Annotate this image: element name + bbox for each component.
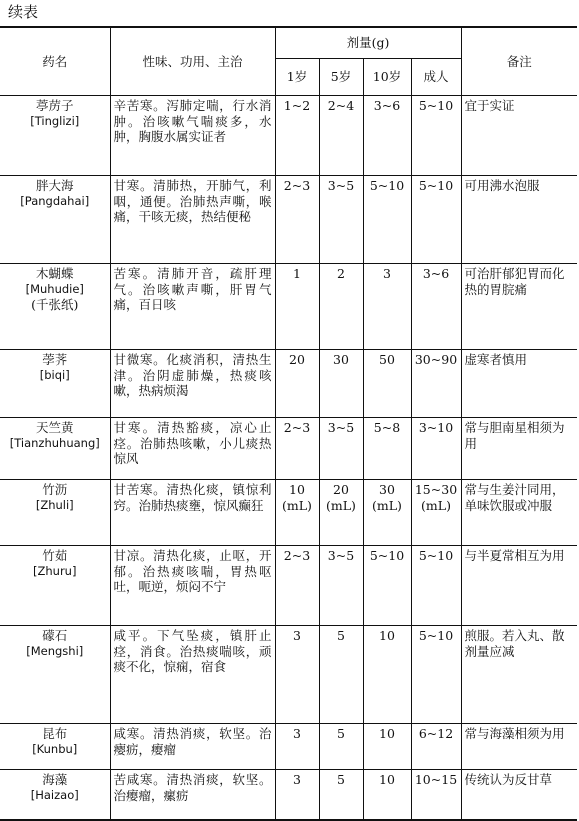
dose-cell-1 [275,96,319,176]
dose-cell-2 [319,770,363,820]
medicine-name-cell [0,96,110,176]
dose-value: 50 [379,352,395,367]
dose-value: 5~10 [418,548,454,563]
dose-value: 3 [293,726,301,741]
medicine-description: 甘微寒。化痰消积，清热生津。治阴虚肺燥，热痰咳嗽，热病烦渴 [110,350,275,418]
medicine-name: 竹茹 [42,548,68,563]
dose-cell-4 [411,176,461,264]
header-age-5: 5岁 [319,59,363,96]
dose-cell-3 [363,770,411,820]
dose-value: 20 [333,482,349,497]
table-row [0,418,577,480]
medicine-note: 宜于实证 [461,96,577,176]
medicine-name: 昆布 [42,726,68,741]
dose-cell-2 [319,96,363,176]
dose-value: 30~90 [414,352,458,367]
medicine-note: 常与胆南星相须为用 [461,418,577,480]
medicine-note: 煎服。若入丸、散剂量应减 [461,626,577,724]
dose-cell-2 [319,480,363,546]
dose-value: 5~10 [418,98,454,113]
table-row [0,480,577,546]
dose-cell-3 [363,176,411,264]
dose-value: 5 [337,726,345,741]
medicine-name-cell [0,546,110,626]
dose-cell-1 [275,418,319,480]
table-row [0,724,577,770]
medicine-name-cell [0,626,110,724]
dose-cell-1 [275,176,319,264]
medicine-description: 甘寒。清肺热，开肺气，利咽，通便。治肺热声嘶，喉痛，干咳无痰，热结便秘 [110,176,275,264]
dose-value: 10 [379,628,395,643]
medicine-note: 可用沸水泡服 [461,176,577,264]
medicine-table [0,26,577,821]
dose-value: 3 [383,266,391,281]
table-row [0,96,577,176]
medicine-pinyin: [Kunbu] [32,741,78,756]
dose-cell-4 [411,418,461,480]
medicine-pinyin: [Haizao] [30,787,79,802]
table-row [0,546,577,626]
dose-cell-2 [319,724,363,770]
dose-cell-4 [411,264,461,350]
medicine-pinyin: [Zhuru] [33,563,77,578]
dose-value: 5~10 [369,178,405,193]
header-note: 备注 [461,27,577,96]
table-header [0,27,577,96]
medicine-note: 与半夏常相互为用 [461,546,577,626]
dose-value: 2~3 [283,420,311,435]
dose-cell-4 [411,480,461,546]
medicine-name: 天竺黄 [35,420,74,435]
medicine-description: 甘寒。清热豁痰，凉心止痉。治肺热咳嗽，小儿痰热惊风 [110,418,275,480]
dose-cell-3 [363,724,411,770]
dose-cell-2 [319,546,363,626]
dose-cell-3 [363,546,411,626]
dose-cell-3 [363,626,411,724]
dose-cell-3 [363,350,411,418]
dose-value: 3 [293,628,301,643]
medicine-name: 胖大海 [35,178,74,193]
medicine-pinyin: [Pangdahai] [20,193,90,208]
dose-value: 30 [333,352,349,367]
dose-value: 3~5 [327,420,355,435]
medicine-name-cell [0,770,110,820]
medicine-description: 苦寒。清肺开音，疏肝理气。治咳嗽声嘶，肝胃气痛，百日咳 [110,264,275,350]
dose-value: 10 [379,726,395,741]
dose-cell-1 [275,546,319,626]
dose-cell-1 [275,626,319,724]
dose-cell-2 [319,418,363,480]
dose-cell-3 [363,264,411,350]
dose-cell-1 [275,724,319,770]
header-age-1: 1岁 [275,59,319,96]
dose-cell-2 [319,626,363,724]
header-age-10: 10岁 [363,59,411,96]
dose-value: 2 [337,266,345,281]
dose-value: 30 [379,482,395,497]
dose-value: 5~10 [369,548,405,563]
medicine-name: 礞石 [42,628,68,643]
table-row [0,176,577,264]
table-row [0,770,577,820]
dose-cell-2 [319,350,363,418]
medicine-name: 竹沥 [42,482,68,497]
dose-cell-2 [319,176,363,264]
medicine-description: 咸寒。清热消痰，软坚。治瘿疬，瘿瘤 [110,724,275,770]
dose-value: 2~3 [283,548,311,563]
header-nature: 性味、功用、主治 [110,27,275,96]
page-heading: 续表 [8,3,39,21]
header-name: 药名 [0,27,110,96]
dose-cell-2 [319,264,363,350]
medicine-pinyin: [Muhudie] [25,281,84,296]
medicine-note: 常与生姜汁同用，单味饮服或冲服 [461,480,577,546]
dose-value: 3 [293,772,301,787]
dose-value: 3~5 [327,548,355,563]
dose-value: 5~10 [418,628,454,643]
dose-value: 5~10 [418,178,454,193]
medicine-note: 传统认为反甘草 [461,770,577,820]
medicine-alias: (千张纸) [31,297,79,312]
dose-cell-4 [411,96,461,176]
table-row [0,350,577,418]
medicine-name: 海藻 [42,772,68,787]
dose-value: 1~2 [283,98,311,113]
medicine-name-cell [0,724,110,770]
dose-cell-4 [411,626,461,724]
medicine-description: 咸平。下气坠痰，镇肝止痉，消食。治热痰喘咳，顽痰不化，惊痫，宿食 [110,626,275,724]
dose-value: 2~3 [283,178,311,193]
medicine-name-cell [0,264,110,350]
medicine-pinyin: [Mengshi] [26,643,84,658]
medicine-description: 辛苦寒。泻肺定喘，行水消肿。治咳嗽气喘痰多，水肿，胸腹水属实证者 [110,96,275,176]
dose-unit: (mL) [326,497,356,513]
dose-unit: (mL) [372,497,402,513]
dose-value: 15~30 [414,482,458,497]
dose-value: 20 [289,352,305,367]
dose-value: 10 [289,482,305,497]
dose-cell-3 [363,418,411,480]
dose-cell-4 [411,546,461,626]
medicine-name-cell [0,176,110,264]
dose-cell-1 [275,480,319,546]
medicine-name-cell [0,418,110,480]
dose-cell-1 [275,350,319,418]
dose-value: 1 [293,266,301,281]
header-age-adult: 成人 [411,59,461,96]
medicine-description: 苦咸寒。清热消痰，软坚。治瘿瘤，瘰疬 [110,770,275,820]
medicine-note: 常与海藻相须为用 [461,724,577,770]
dose-value: 3~5 [327,178,355,193]
table-body [0,96,577,820]
dose-cell-1 [275,264,319,350]
dose-cell-4 [411,350,461,418]
dose-cell-4 [411,770,461,820]
header-dosage: 剂量(g) [275,27,461,59]
medicine-name-cell [0,480,110,546]
dose-value: 10~15 [414,772,458,787]
dose-cell-4 [411,724,461,770]
medicine-name: 木蝴蝶 [35,266,74,281]
table-row [0,264,577,350]
dose-unit: (mL) [421,497,451,513]
dose-unit: (mL) [282,497,312,513]
medicine-note: 虚寒者慎用 [461,350,577,418]
medicine-pinyin: [Tianzhuhuang] [9,435,100,450]
dose-cell-1 [275,770,319,820]
dose-value: 3~6 [373,98,401,113]
medicine-pinyin: [biqi] [39,367,70,382]
dose-value: 10 [379,772,395,787]
dose-value: 2~4 [327,98,355,113]
medicine-description: 甘凉。清热化痰，止呕，开郁。治热痰咳喘，胃热呕吐，呃逆，烦闷不宁 [110,546,275,626]
dose-cell-3 [363,96,411,176]
medicine-name: 葶苈子 [35,98,74,113]
dose-value: 5~8 [373,420,401,435]
table-row [0,626,577,724]
dose-value: 3~10 [418,420,454,435]
medicine-name-cell [0,350,110,418]
medicine-name: 荸荠 [42,352,68,367]
dose-value: 5 [337,628,345,643]
medicine-pinyin: [Zhuli] [35,497,74,512]
dose-cell-3 [363,480,411,546]
medicine-note: 可治肝郁犯胃而化热的胃脘痛 [461,264,577,350]
dose-value: 3~6 [422,266,450,281]
medicine-pinyin: [Tinglizi] [30,113,80,128]
dose-value: 6~12 [418,726,454,741]
dose-value: 5 [337,772,345,787]
medicine-description: 甘苦寒。清热化痰，镇惊利窍。治肺热痰壅，惊风癫狂 [110,480,275,546]
